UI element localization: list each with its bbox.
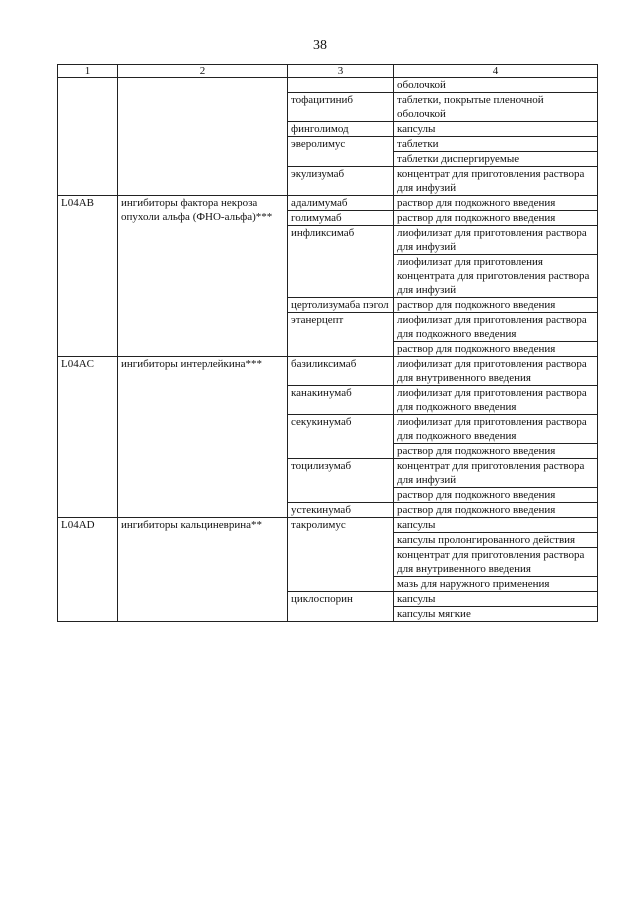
group-name: ингибиторы интерлейкина***: [118, 357, 288, 518]
dosage-form: мазь для наружного применения: [394, 577, 598, 592]
header-col-1: 1: [58, 65, 118, 78]
drug-name: секукинумаб: [288, 415, 394, 459]
header-col-4: 4: [394, 65, 598, 78]
dosage-form: таблетки: [394, 137, 598, 152]
dosage-form: раствор для подкожного введения: [394, 488, 598, 503]
group-code: L04AD: [58, 518, 118, 622]
dosage-form: капсулы: [394, 592, 598, 607]
dosage-form: лиофилизат для приготовления раствора для подкожного введения: [394, 313, 598, 342]
header-col-3: 3: [288, 65, 394, 78]
dosage-form: раствор для подкожного введения: [394, 211, 598, 226]
drug-name: такролимус: [288, 518, 394, 592]
dosage-form: лиофилизат для приготовления раствора для подкожного введения: [394, 415, 598, 444]
group-name: [118, 78, 288, 196]
drug-name: устекинумаб: [288, 503, 394, 518]
dosage-form: оболочкой: [394, 78, 598, 93]
drug-table: [57, 64, 598, 622]
table-header-row: [58, 65, 598, 78]
drug-name: тоцилизумаб: [288, 459, 394, 503]
dosage-form: раствор для подкожного введения: [394, 342, 598, 357]
dosage-form: капсулы пролонгированного действия: [394, 533, 598, 548]
table-row: [58, 196, 598, 211]
dosage-form: лиофилизат для приготовления раствора для подкожного введения: [394, 386, 598, 415]
dosage-form: раствор для подкожного введения: [394, 503, 598, 518]
table-row: [58, 357, 598, 386]
drug-name: экулизумаб: [288, 167, 394, 196]
drug-name: этанерцепт: [288, 313, 394, 357]
drug-name: финголимод: [288, 122, 394, 137]
drug-name: базиликсимаб: [288, 357, 394, 386]
dosage-form: капсулы мягкие: [394, 607, 598, 622]
dosage-form: концентрат для приготовления раствора для внутривенного введения: [394, 548, 598, 577]
continuation-row: [58, 78, 598, 93]
drug-name: тофацитиниб: [288, 93, 394, 122]
dosage-form: капсулы: [394, 518, 598, 533]
dosage-form: капсулы: [394, 122, 598, 137]
dosage-form: концентрат для приготовления раствора для инфузий: [394, 459, 598, 488]
group-code: [58, 78, 118, 196]
group-code: L04AB: [58, 196, 118, 357]
drug-name: эверолимус: [288, 137, 394, 167]
drug-name: канакинумаб: [288, 386, 394, 415]
dosage-form: лиофилизат для приготовления раствора для внутривенного введения: [394, 357, 598, 386]
dosage-form: концентрат для приготовления раствора для инфузий: [394, 167, 598, 196]
table-row: [58, 518, 598, 533]
drug-name: [288, 78, 394, 93]
drug-name: голимумаб: [288, 211, 394, 226]
drug-name: инфликсимаб: [288, 226, 394, 298]
dosage-form: раствор для подкожного введения: [394, 298, 598, 313]
dosage-form: раствор для подкожного введения: [394, 444, 598, 459]
header-col-2: 2: [118, 65, 288, 78]
dosage-form: таблетки, покрытые пленочной оболочкой: [394, 93, 598, 122]
dosage-form: таблетки диспергируемые: [394, 152, 598, 167]
group-name: ингибиторы кальциневрина**: [118, 518, 288, 622]
dosage-form: раствор для подкожного введения: [394, 196, 598, 211]
drug-name: цертолизумаба пэгол: [288, 298, 394, 313]
group-code: L04AC: [58, 357, 118, 518]
group-name: ингибиторы фактора некроза опухоли альфа (ФНО-альфа)***: [118, 196, 288, 357]
dosage-form: лиофилизат для приготовления концентрата для приготовления раствора для инфузий: [394, 255, 598, 298]
drug-name: циклоспорин: [288, 592, 394, 622]
drug-name: адалимумаб: [288, 196, 394, 211]
page-number: 38: [313, 38, 327, 53]
dosage-form: лиофилизат для приготовления раствора для инфузий: [394, 226, 598, 255]
